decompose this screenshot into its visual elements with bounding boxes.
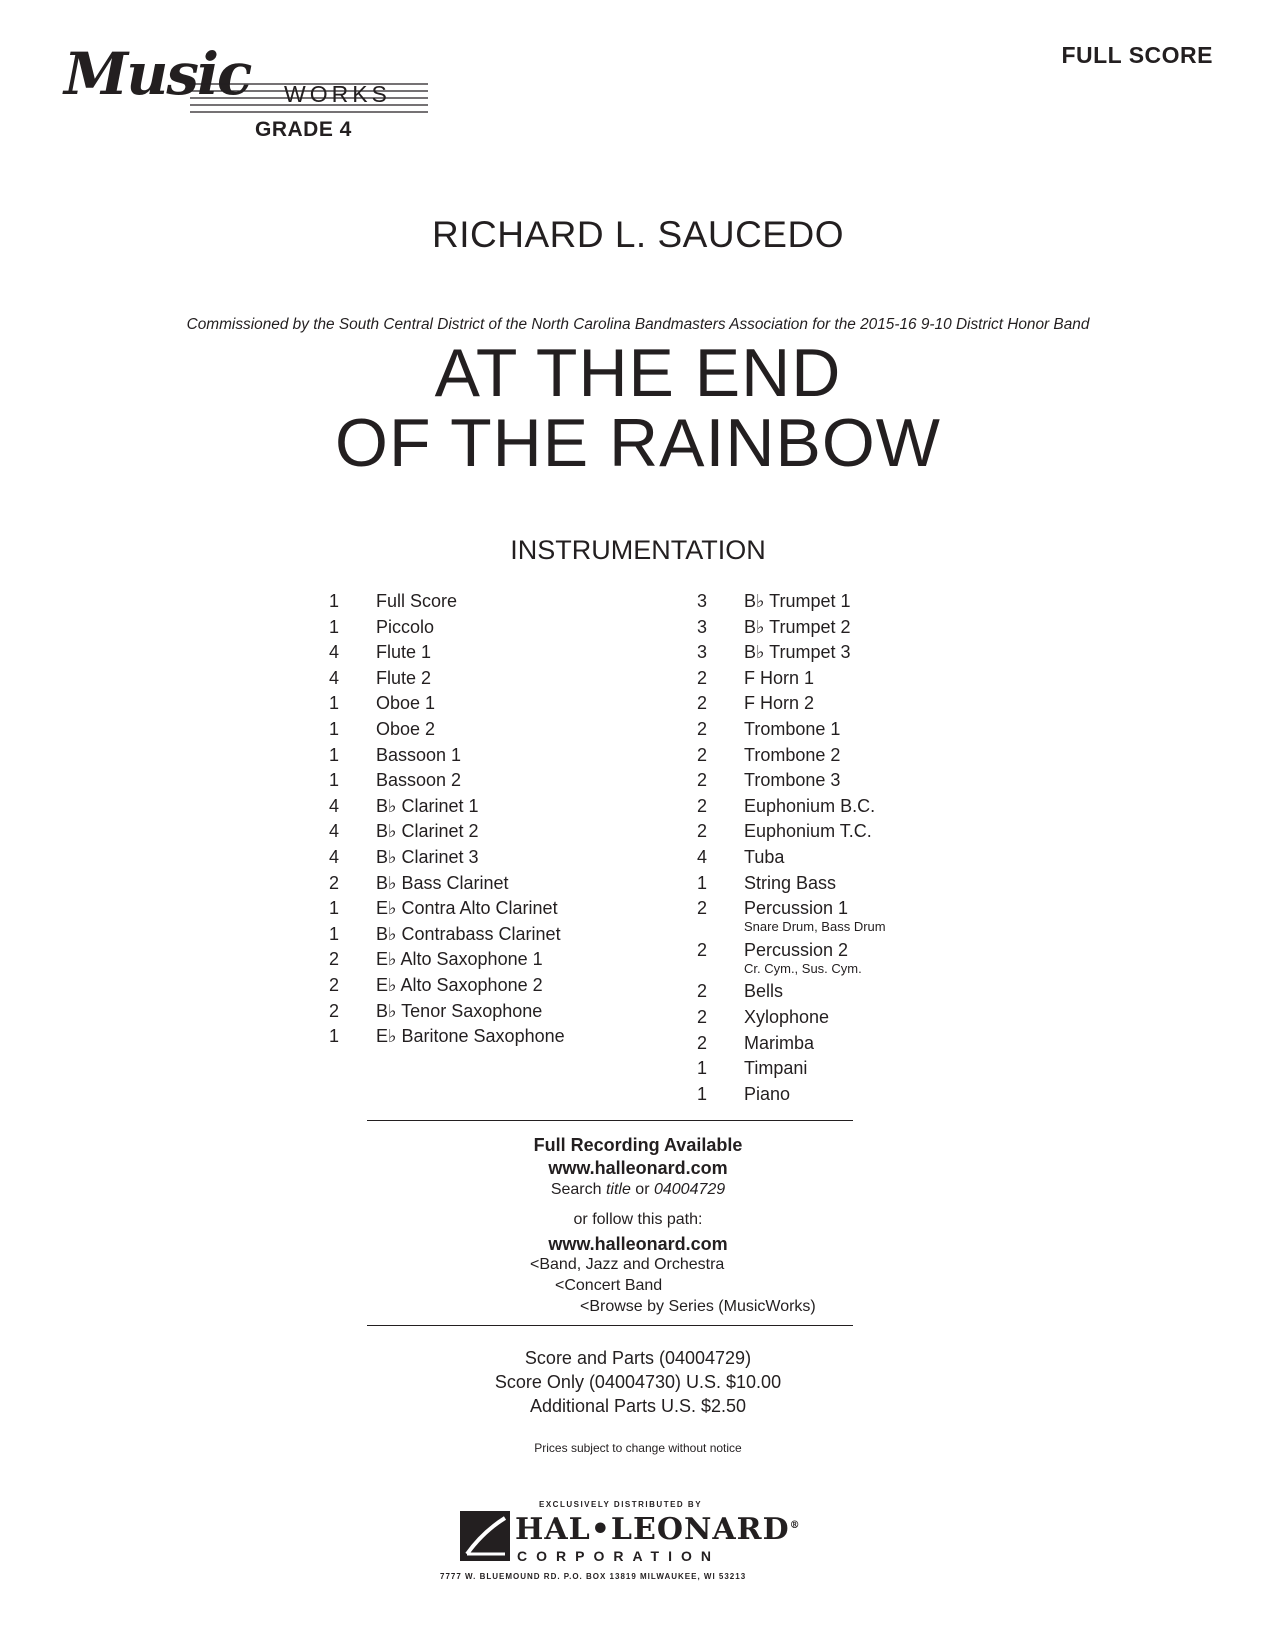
instrument-name: Piccolo — [376, 616, 435, 637]
full-score-label: FULL SCORE — [1061, 42, 1213, 68]
instrument-count: 2 — [696, 667, 707, 688]
instrument-count: 3 — [696, 642, 707, 663]
corporation-text: CORPORATION — [517, 1548, 720, 1564]
instrument-count: 1 — [328, 693, 339, 714]
piece-title — [0, 335, 1276, 481]
instrument-name: E♭ Alto Saxophone 1 — [376, 949, 543, 970]
instrument-name: Tuba — [744, 847, 785, 867]
instrument-name: B♭ Trumpet 1 — [744, 591, 851, 611]
instrument-name: Full Score — [376, 591, 458, 611]
instrument-name: Percussion 2 — [744, 939, 849, 960]
instrument-name: B♭ Bass Clarinet — [376, 872, 509, 893]
instrument-name: Flute 2 — [376, 667, 432, 688]
score-only-price: Score Only (04004730) U.S. $10.00 — [494, 1372, 782, 1392]
grade-label: GRADE 4 — [255, 118, 352, 141]
recording-heading: Full Recording Available — [533, 1135, 743, 1155]
instrument-name: Piano — [744, 1083, 791, 1104]
instrument-name: Trombone 2 — [744, 744, 841, 765]
search-number: 04004729 — [653, 1181, 726, 1198]
instrument-name: B♭ Clarinet 1 — [376, 795, 479, 816]
instrument-count: 1 — [328, 591, 339, 611]
instrument-name: Percussion 1 — [744, 898, 849, 919]
instrument-count: 1 — [696, 1083, 707, 1104]
instrument-name: Oboe 1 — [376, 693, 436, 714]
instrument-name: E♭ Baritone Saxophone — [376, 1026, 565, 1047]
instrument-count: 4 — [328, 847, 339, 867]
path-step-2: <Concert Band — [555, 1277, 663, 1294]
instrument-name: B♭ Contrabass Clarinet — [376, 923, 561, 944]
divider-top — [367, 1120, 853, 1121]
instrument-count: 4 — [328, 821, 339, 842]
instrument-count: 1 — [696, 872, 707, 893]
instrument-count: 2 — [328, 949, 339, 970]
instrument-count: 2 — [696, 981, 707, 1002]
instrument-count: 2 — [696, 795, 707, 816]
instrument-name: F Horn 1 — [744, 667, 815, 688]
instrument-count: 2 — [696, 939, 707, 960]
instrument-count: 3 — [696, 591, 707, 611]
instrument-name: E♭ Contra Alto Clarinet — [376, 898, 558, 919]
instrument-name: F Horn 2 — [744, 693, 815, 714]
recording-url[interactable]: www.halleonard.com — [548, 1158, 728, 1178]
logo-script-text: Music — [64, 40, 251, 108]
instrumentation-heading: INSTRUMENTATION — [510, 535, 766, 565]
instrument-count: 4 — [328, 667, 339, 688]
instrument-sub-note: Snare Drum, Bass Drum — [744, 919, 886, 935]
distributed-by-text: EXCLUSIVELY DISTRIBUTED BY — [539, 1500, 703, 1509]
instrument-count: 1 — [328, 744, 339, 765]
title-line-1: AT THE END — [434, 335, 842, 411]
search-or: or — [630, 1181, 654, 1198]
instrument-name: Timpani — [744, 1058, 808, 1079]
hal-leonard-emblem-icon — [459, 1510, 511, 1562]
instrument-count: 2 — [696, 770, 707, 791]
instrument-count: 1 — [328, 898, 339, 919]
instrument-count: 2 — [696, 744, 707, 765]
publisher-address: 7777 W. BLUEMOUND RD. P.O. BOX 13819 MILWAUKEE, WI 53213 — [440, 1572, 747, 1581]
instrument-count: 1 — [328, 616, 339, 637]
instrument-name: Trombone 3 — [744, 770, 841, 791]
hal-leonard-logo — [440, 1500, 819, 1590]
instrument-name: B♭ Clarinet 2 — [376, 821, 479, 842]
instrument-count: 1 — [696, 1058, 707, 1079]
instrument-count: 2 — [328, 975, 339, 995]
instrument-name: Oboe 2 — [376, 719, 436, 739]
divider-bottom — [367, 1325, 853, 1326]
instrument-count: 2 — [696, 898, 707, 919]
instrument-name: Marimba — [744, 1032, 815, 1053]
instrument-count: 1 — [328, 770, 339, 791]
instrumentation-list-right — [690, 590, 990, 1110]
instrument-name: Trombone 1 — [744, 719, 841, 739]
prices-disclaimer: Prices subject to change without notice — [534, 1441, 742, 1455]
instrument-count: 2 — [696, 719, 707, 739]
instrument-count: 2 — [696, 821, 707, 842]
instrument-name: Xylophone — [744, 1007, 830, 1027]
instrument-name: Euphonium T.C. — [744, 821, 872, 842]
instrument-count: 1 — [328, 923, 339, 944]
composer-name: RICHARD L. SAUCEDO — [432, 214, 844, 255]
instrument-count: 4 — [328, 795, 339, 816]
logo-works-text: WORKS — [284, 81, 391, 107]
instrument-count: 4 — [696, 847, 707, 867]
instrument-count: 2 — [328, 872, 339, 893]
path-url[interactable]: www.halleonard.com — [548, 1234, 728, 1254]
instrument-count: 3 — [696, 616, 707, 637]
instrument-name: Bells — [744, 981, 784, 1002]
instrument-name: B♭ Trumpet 3 — [744, 642, 851, 663]
hal-leonard-name: HAL•LEONARD — [515, 1512, 790, 1547]
instrument-sub-note: Cr. Cym., Sus. Cym. — [744, 960, 862, 976]
instrument-name: B♭ Trumpet 2 — [744, 616, 851, 637]
instrument-name: Bassoon 2 — [376, 770, 462, 791]
path-step-1: <Band, Jazz and Orchestra — [530, 1256, 725, 1273]
instrument-count: 4 — [328, 642, 339, 663]
instrument-name: Euphonium B.C. — [744, 795, 876, 816]
additional-parts-price: Additional Parts U.S. $2.50 — [529, 1396, 747, 1416]
instrument-count: 2 — [696, 693, 707, 714]
instrument-count: 1 — [328, 719, 339, 739]
commission-note: Commissioned by the South Central District of the North Carolina Bandmasters Association for the 2015-16 9-10 District Honor Band — [186, 316, 1090, 333]
path-step-3: <Browse by Series (MusicWorks) — [580, 1298, 816, 1315]
instrument-count: 2 — [328, 1000, 339, 1021]
score-and-parts-line: Score and Parts (04004729) — [524, 1348, 752, 1368]
instrument-count: 1 — [328, 1026, 339, 1047]
title-line-2: OF THE RAINBOW — [335, 405, 941, 481]
instrument-name: B♭ Clarinet 3 — [376, 847, 479, 867]
instrument-name: B♭ Tenor Saxophone — [376, 1000, 543, 1021]
registered-mark: ® — [789, 1520, 801, 1531]
instrument-name: Flute 1 — [376, 642, 432, 663]
hal-leonard-wordmark — [515, 1512, 801, 1547]
instrument-count: 2 — [696, 1032, 707, 1053]
musicworks-logo — [64, 40, 391, 141]
instrumentation-list-left — [322, 590, 622, 1050]
instrument-name: Bassoon 1 — [376, 744, 462, 765]
search-title-word: title — [605, 1181, 631, 1198]
instrument-name: E♭ Alto Saxophone 2 — [376, 975, 543, 995]
follow-path-label: or follow this path: — [573, 1211, 703, 1228]
search-prefix: Search — [550, 1181, 606, 1198]
instrument-count: 2 — [696, 1007, 707, 1027]
recording-search-hint — [0, 1181, 1276, 1199]
instrument-name: String Bass — [744, 872, 837, 893]
